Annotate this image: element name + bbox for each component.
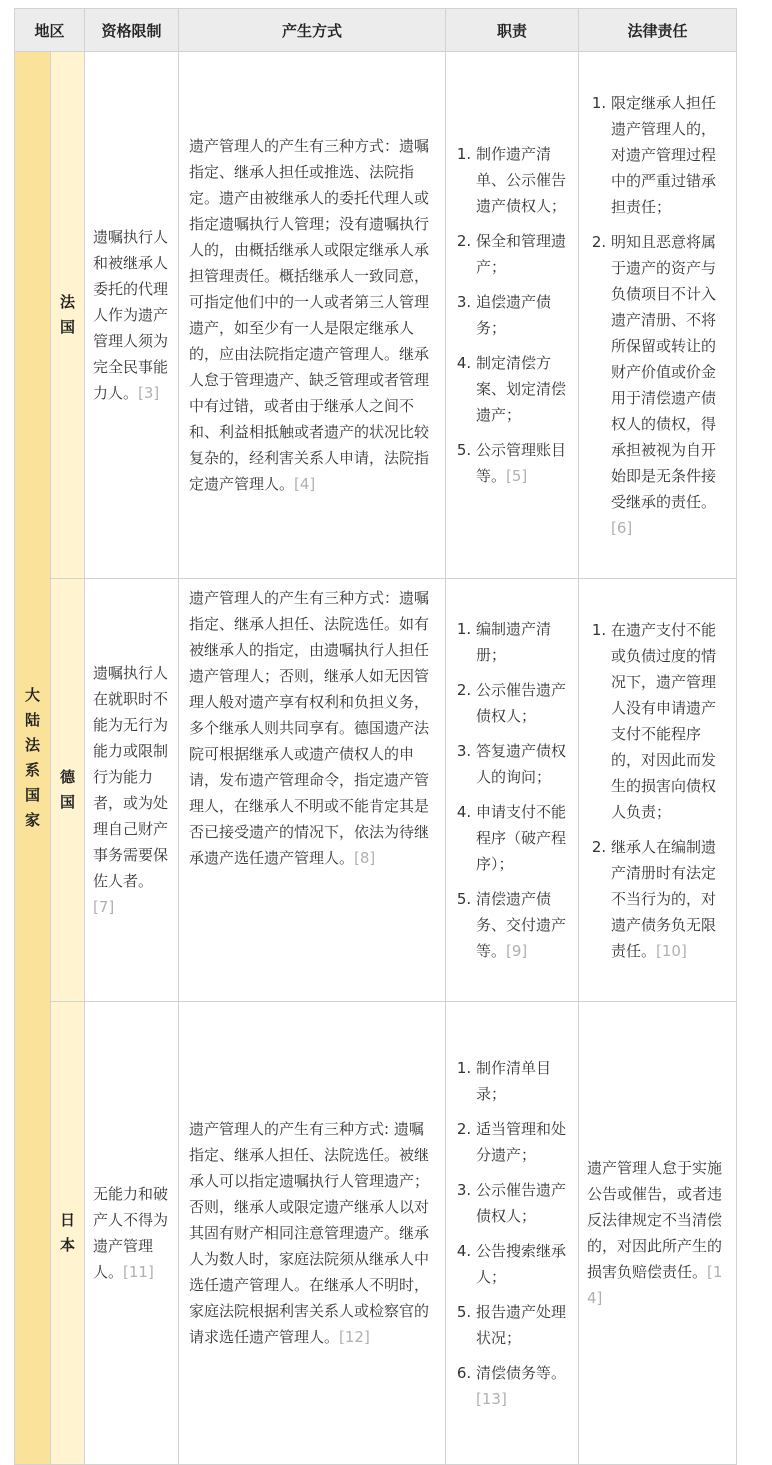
list-number: 1. (456, 620, 472, 638)
list-item-text: 公告搜索继承人； (476, 1241, 567, 1286)
list-number: 3. (456, 742, 472, 760)
list-number: 1. (456, 145, 472, 163)
header-liability: 法律责任 (579, 9, 737, 52)
qualification-text: 遗嘱执行人在就职时不能为无行为能力或限制行为能力者，或为处理自己财产事务需要保佐人者。 (93, 664, 169, 890)
liability-cell (579, 579, 737, 1002)
liability-cell (579, 1002, 737, 1465)
method-text: 遗产管理人的产生有三种方式：遗嘱指定、继承人担任、法院选任。如有被继承人的指定，由遗嘱执行人担任遗产管理人；否则，继承人如无因管理人般对遗产享有权利和负担义务，多个继承人则共同享有。德国遗产法院可根据继承人或遗产债权人的申请，发布遗产管理命令，指定遗产管理人，在继承人不明或不能肯定其是否已接受遗产的情况下，依法为待继承遗产选任遗产管理人。 (189, 589, 430, 867)
header-region: 地区 (15, 9, 85, 52)
duties-list (452, 141, 570, 489)
country-label: 德国 (60, 768, 76, 811)
footnote-ref[interactable]: [4] (294, 475, 316, 493)
list-item-text: 保全和管理遗产； (476, 232, 567, 276)
list-item-text: 清偿债务等。 (476, 1363, 567, 1382)
table-row-japan (15, 1002, 737, 1465)
list-number: 5. (456, 1302, 472, 1321)
list-item (452, 289, 570, 341)
list-item (452, 1177, 570, 1229)
list-number: 2. (591, 232, 607, 251)
region-cell (15, 52, 51, 1465)
footnote-ref[interactable]: [11] (123, 1263, 154, 1281)
region-label: 大陆法系国家 (25, 686, 41, 829)
footnote-ref[interactable]: [8] (354, 849, 376, 867)
method-cell (179, 1002, 446, 1465)
method-text: 遗产管理人的产生有三种方式：遗嘱指定、继承人担任或推选、法院指定。遗产由被继承人的委托代理人或指定遗嘱执行人管理；没有遗嘱执行人的，由概括继承人或限定继承人承担管理责任。概括继承人一致同意，可指定他们中的一人或者第三人管理遗产，如至少有一人是限定继承人的，应由法院指定遗产管理人。继承人怠于管理遗产、缺乏管理或者管理中有过错，或者由于继承人之间不和、利益相抵触或者遗产的状况比较复杂的，经利害关系人申请，法院指定遗产管理人。 (189, 137, 430, 493)
list-number: 5. (456, 890, 472, 908)
list-item-text: 在遗产支付不能或负债过度的情况下，遗产管理人没有申请遗产支付不能程序的，对因此而发生的损害向债权人负责； (611, 620, 717, 821)
country-cell-france (51, 52, 85, 579)
list-number: 4. (456, 1241, 472, 1260)
footnote-ref[interactable]: [7] (93, 898, 115, 916)
list-item-text: 清偿遗产债务、交付遗产等。 (476, 890, 567, 960)
list-number: 2. (591, 837, 607, 856)
duties-list (452, 1055, 570, 1412)
list-item-text: 明知且恶意将属于遗产的资产与负债项目不计入遗产清册、不将所保留或转让的财产价值或价金用于清偿遗产债权人的债权，得承担被视为自开始即是无条件接受继承的责任。 (611, 232, 717, 511)
liability-text: 遗产管理人怠于实施公告或催告，或者违反法律规定不当清偿的，对因此所产生的损害负赔偿责任。 (587, 1159, 723, 1281)
header-method: 产生方式 (179, 9, 446, 52)
list-item (587, 617, 728, 825)
country-label: 法国 (60, 293, 76, 336)
list-item-text: 限定继承人担任遗产管理人的，对遗产管理过程中的严重过错承担责任； (611, 93, 717, 216)
country-cell-germany (51, 579, 85, 1002)
list-number: 2. (456, 232, 472, 250)
qualification-cell (85, 52, 179, 579)
country-cell-japan (51, 1002, 85, 1465)
qualification-text: 遗嘱执行人和被继承人委托的代理人作为遗产管理人须为完全民事能力人。 (93, 228, 169, 402)
list-number: 2. (456, 1119, 472, 1138)
list-number: 3. (456, 1180, 472, 1199)
list-item-text: 追偿遗产债务； (476, 293, 552, 337)
list-item-text: 公示催告遗产债权人； (476, 681, 567, 725)
liability-cell (579, 52, 737, 579)
duties-cell (446, 579, 579, 1002)
list-item (452, 1116, 570, 1168)
list-item (452, 677, 570, 729)
list-item (587, 229, 728, 541)
list-item (452, 886, 570, 964)
list-item (452, 616, 570, 668)
footnote-ref[interactable]: [10] (656, 941, 687, 960)
list-item (587, 90, 728, 220)
estate-administrator-comparison-table (14, 8, 737, 1465)
list-number: 4. (456, 354, 472, 372)
footnote-ref[interactable]: [9] (506, 942, 528, 960)
list-item-text: 制作遗产清单、公示催告遗产债权人； (476, 145, 567, 215)
list-item-text: 答复遗产债权人的询问； (476, 742, 567, 786)
list-item (452, 1238, 570, 1290)
list-number: 2. (456, 681, 472, 699)
method-cell (179, 52, 446, 579)
list-item (452, 350, 570, 428)
list-item (452, 1360, 570, 1412)
list-item-text: 制定清偿方案、划定清偿遗产； (476, 354, 567, 424)
method-cell (179, 579, 446, 1002)
list-item-text: 报告遗产处理状况； (476, 1302, 567, 1347)
qualification-cell (85, 1002, 179, 1465)
header-qualification: 资格限制 (85, 9, 179, 52)
list-item-text: 申请支付不能程序（破产程序）； (476, 803, 567, 873)
list-number: 3. (456, 293, 472, 311)
country-label: 日本 (60, 1211, 76, 1254)
table-row-germany (15, 579, 737, 1002)
list-item-text: 适当管理和处分遗产； (476, 1119, 567, 1164)
list-number: 4. (456, 803, 472, 821)
footnote-ref[interactable]: [12] (339, 1328, 370, 1346)
list-item (452, 1055, 570, 1107)
header-duties: 职责 (446, 9, 579, 52)
list-item-text: 继承人在编制遗产清册时有法定不当行为的，对遗产债务负无限责任。 (611, 837, 717, 960)
list-item (452, 228, 570, 280)
footnote-ref[interactable]: [13] (476, 1389, 507, 1408)
liability-list (587, 617, 728, 964)
qualification-text: 无能力和破产人不得为遗产管理人。 (93, 1185, 169, 1281)
footnote-ref[interactable]: [14] (587, 1263, 723, 1307)
list-item (452, 437, 570, 489)
list-number: 6. (456, 1363, 472, 1382)
list-item-text: 制作清单目录； (476, 1058, 552, 1103)
header-row (15, 9, 737, 52)
list-item-text: 公示催告遗产债权人； (476, 1180, 567, 1225)
footnote-ref[interactable]: [6] (611, 518, 633, 537)
list-item-text: 公示管理账目等。 (476, 441, 567, 485)
footnote-ref[interactable]: [5] (506, 467, 528, 485)
liability-list (587, 90, 728, 541)
list-item (587, 834, 728, 964)
list-item (452, 799, 570, 877)
list-item (452, 1299, 570, 1351)
list-number: 5. (456, 441, 472, 459)
list-number: 1. (456, 1058, 472, 1077)
duties-cell (446, 1002, 579, 1465)
list-item (452, 141, 570, 219)
duties-list (452, 616, 570, 964)
duties-cell (446, 52, 579, 579)
qualification-cell (85, 579, 179, 1002)
footnote-ref[interactable]: [3] (138, 384, 160, 402)
list-number: 1. (591, 93, 607, 112)
list-item-text: 编制遗产清册； (476, 620, 552, 664)
method-text: 遗产管理人的产生有三种方式: 遗嘱指定、继承人担任、法院选任。被继承人可以指定遗嘱执行人管理遗产；否则，继承人或限定遗产继承人以对其固有财产相同注意管理遗产。继承人为数人时，家庭法院须从继承人中选任遗产管理人。在继承人不明时，家庭法院根据利害关系人或检察官的请求选任遗产管理人。 (189, 1120, 430, 1346)
list-item (452, 738, 570, 790)
table-row-france (15, 52, 737, 579)
list-number: 1. (591, 620, 607, 639)
